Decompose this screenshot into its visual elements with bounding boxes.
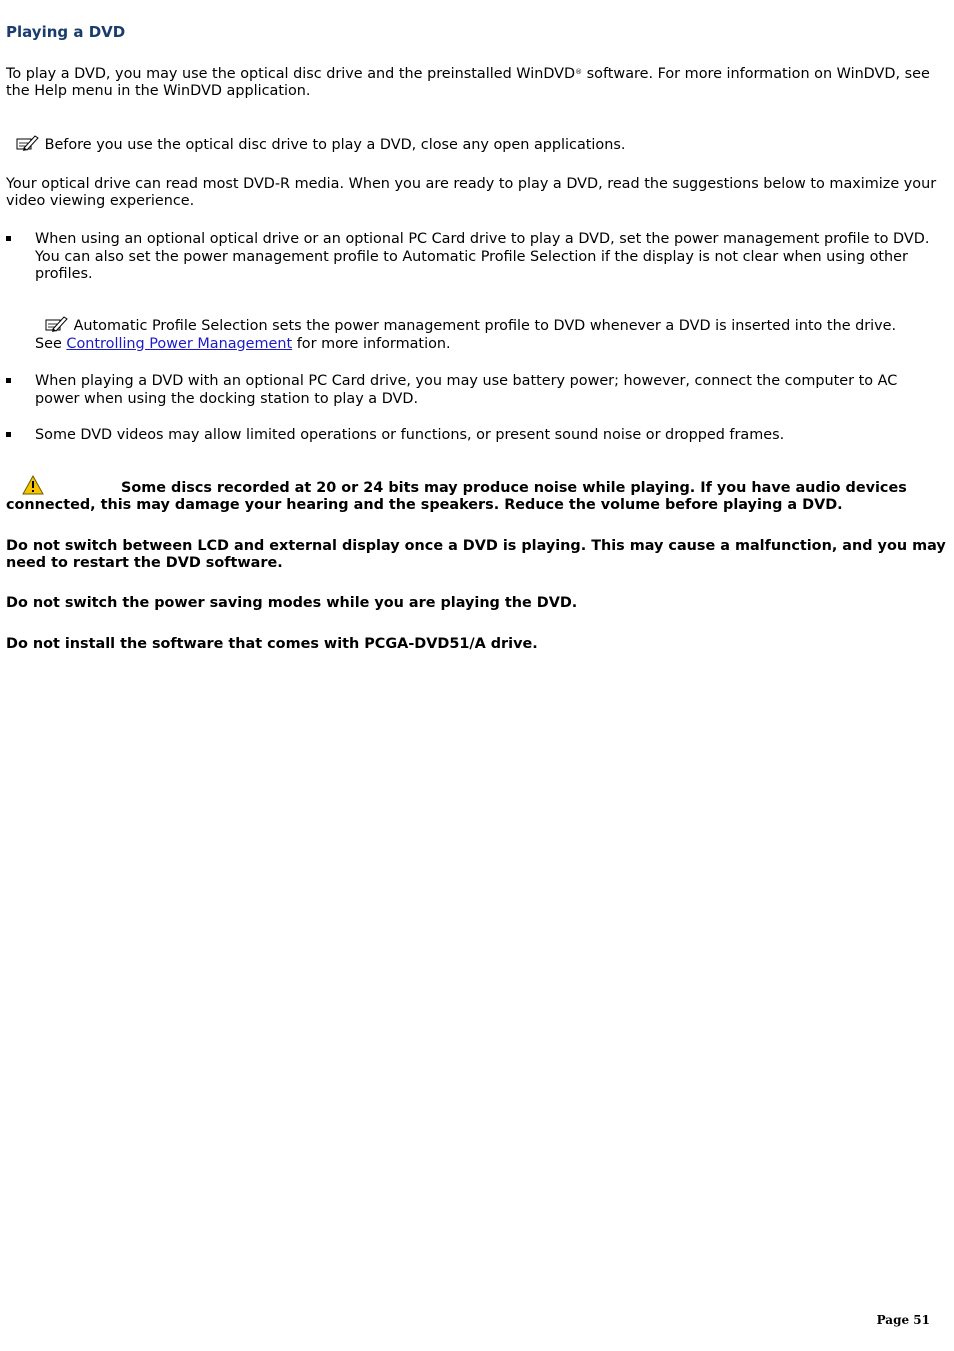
page-number: Page 51 [876, 1313, 930, 1327]
intro-paragraph [6, 64, 946, 100]
see-label: See [35, 335, 67, 352]
list-item-text: When using an optional optical drive or an optional PC Card drive to play a DVD, set the power management profile to DVD. You can also set the power management profile to Automatic Profile Selection if the display is not clear when using other profiles. [35, 231, 930, 282]
note-pencil-icon [45, 316, 69, 333]
bullet-icon [6, 432, 11, 437]
note-before-use [16, 135, 954, 154]
note-auto-profile-text: Automatic Profile Selection sets the power management profile to DVD whenever a DVD is inserted into the drive. [73, 318, 897, 334]
bullet-icon [6, 236, 11, 241]
warning-do-not-install: Do not install the software that comes with PCGA-DVD51/A drive. [6, 636, 538, 652]
see-after: for more information. [292, 335, 451, 352]
bullet-icon [6, 378, 11, 383]
list-item-text: When playing a DVD with an optional PC Card drive, you may use battery power; however, connect the computer to AC power when using the docking station to play a DVD. [35, 373, 898, 407]
note-auto-profile [35, 316, 945, 353]
registered-mark: ® [575, 68, 583, 76]
note-pencil-icon [16, 135, 40, 152]
list-item [6, 231, 936, 284]
intro-text-2: software. For more information on WinDVD, see the Help menu in the WinDVD application. [6, 66, 930, 99]
dvd-r-paragraph: Your optical drive can read most DVD-R media. When you are ready to play a DVD, read the suggestions below to maximize your video viewing experience. [6, 176, 937, 209]
list-item [6, 373, 936, 408]
list-item-text: Some DVD videos may allow limited operations or functions, or present sound noise or dropped frames. [35, 427, 785, 443]
note-before-use-text: Before you use the optical disc drive to play a DVD, close any open applications. [44, 137, 626, 153]
controlling-power-management-link[interactable]: Controlling Power Management [66, 335, 293, 352]
page-title: Playing a DVD [6, 23, 126, 41]
warning-power-saving: Do not switch the power saving modes while you are playing the DVD. [6, 595, 578, 611]
list-item [6, 427, 936, 445]
intro-text-1: To play a DVD, you may use the optical disc drive and the preinstalled WinDVD [6, 66, 576, 82]
warning-switch-display: Do not switch between LCD and external display once a DVD is playing. This may cause a malfunction, and you may need to restart the DVD software. [6, 538, 946, 571]
warning-audio-noise: Some discs recorded at 20 or 24 bits may produce noise while playing. If you have audio devices connected, this may damage your hearing and the speakers. Reduce the volume before playing a DVD. [6, 480, 907, 513]
